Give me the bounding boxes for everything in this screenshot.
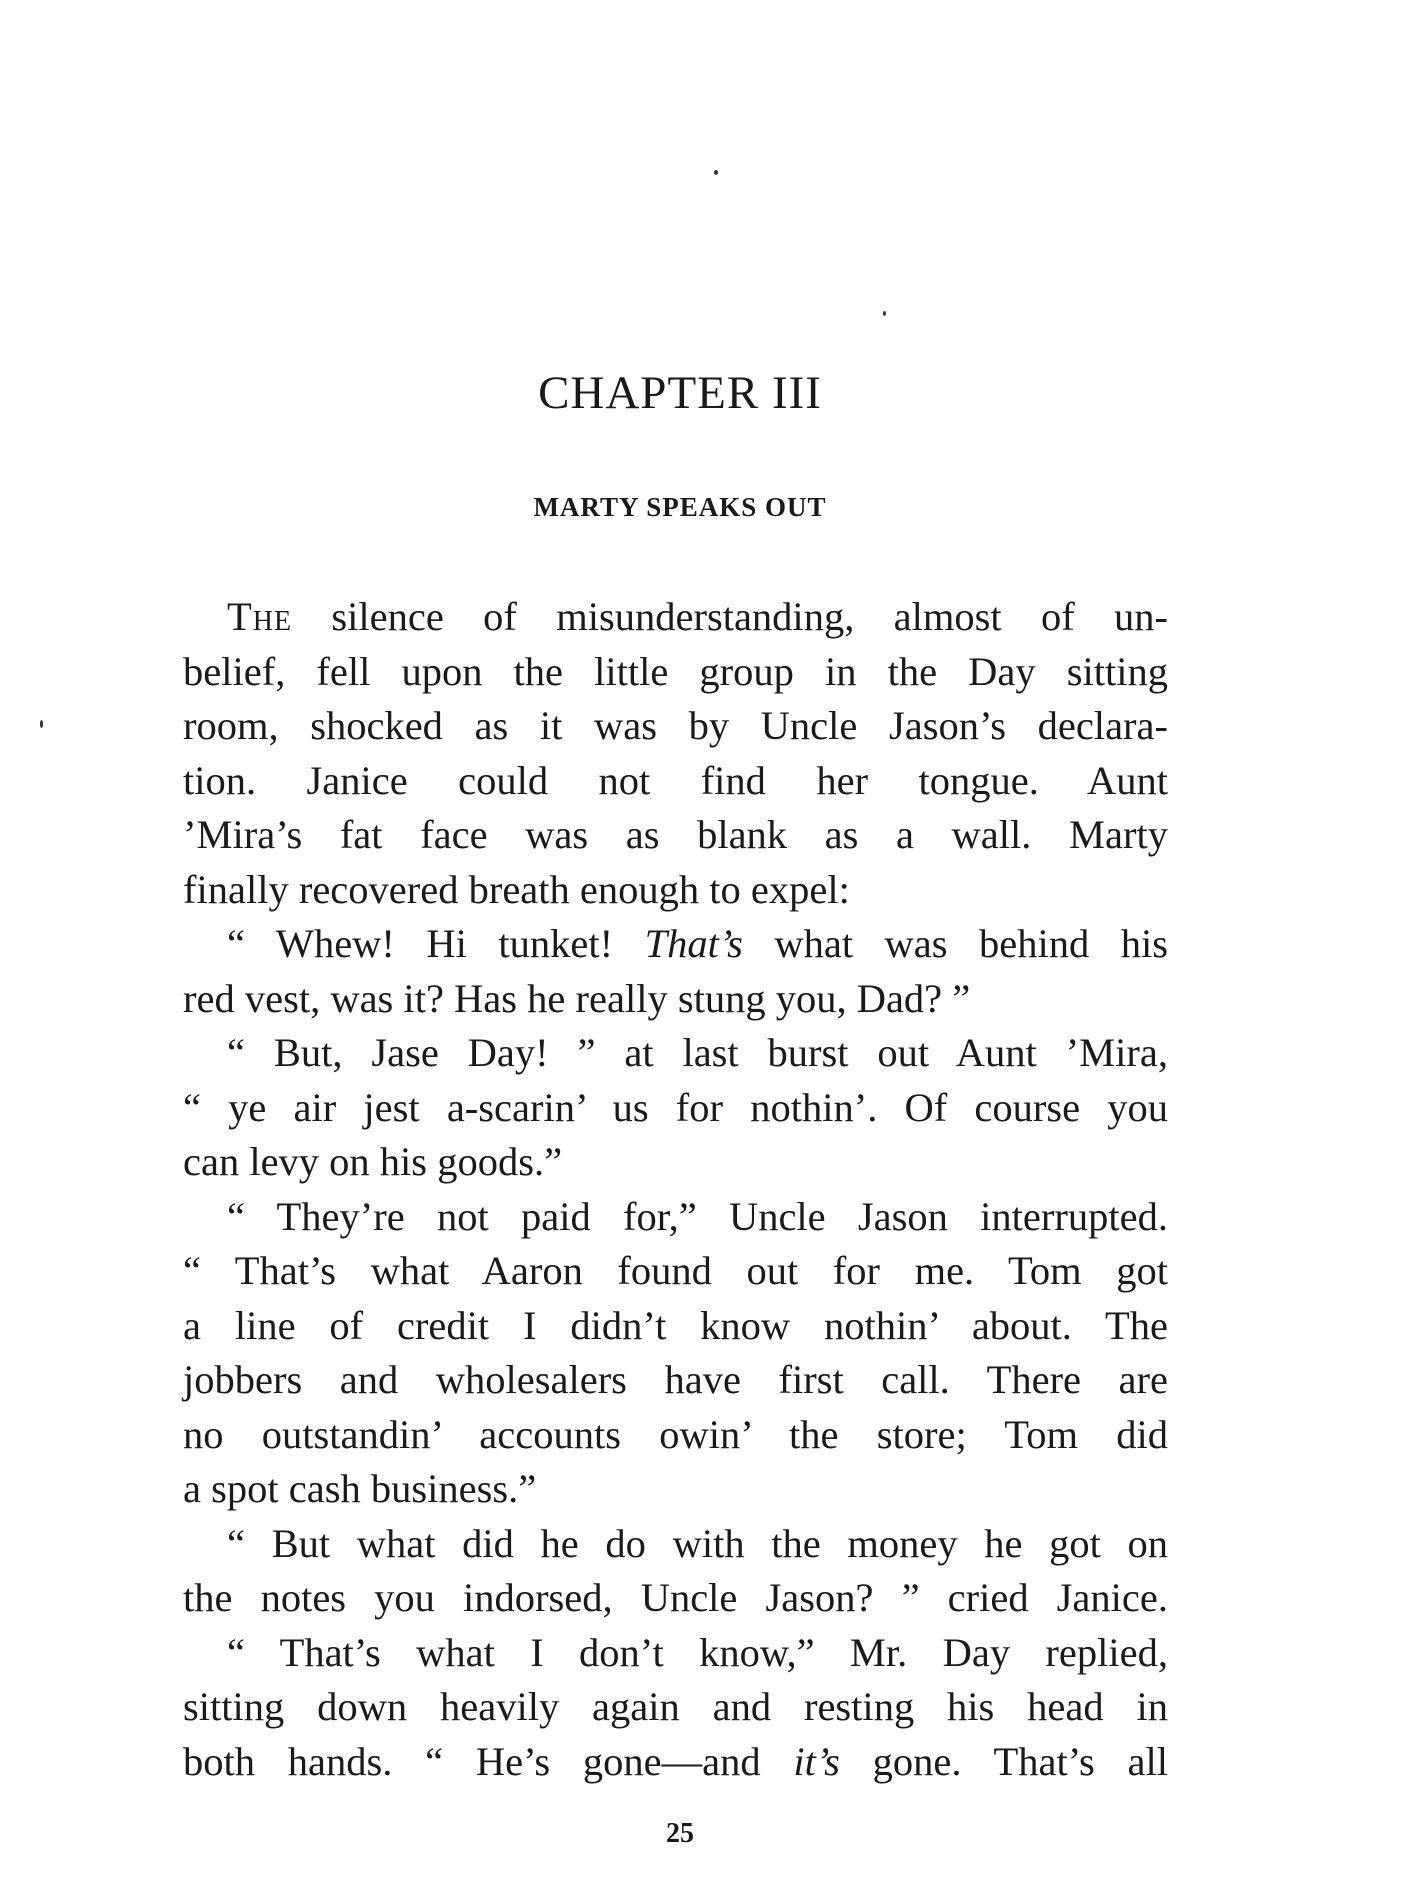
line-text: “ But, Jase Day! ” at last burst out Aunt ’Mira, (227, 1030, 1168, 1075)
text-line (183, 1626, 1168, 1681)
text-line (183, 1244, 1168, 1299)
text-line (183, 699, 1168, 754)
text-line (183, 1408, 1168, 1463)
text-line (183, 1026, 1168, 1081)
line-text: “ But what did he do with the money he got on (227, 1520, 1168, 1566)
text-line (183, 1081, 1168, 1136)
text-line (183, 1735, 1168, 1790)
text-line (183, 645, 1168, 700)
opening-word: The (227, 594, 293, 639)
emphasis-text: That’s (644, 921, 743, 966)
line-text: sitting down heavily again and resting his head in (183, 1684, 1168, 1729)
text-line (183, 1190, 1168, 1245)
line-text: “ ye air jest a-scarin’ us for nothin’. Of course you (183, 1084, 1168, 1130)
text-line (183, 1135, 1168, 1190)
line-text: room, shocked as it was by Uncle Jason’s declara- (183, 703, 1168, 748)
text-line (183, 972, 1168, 1027)
line-text: jobbers and wholesalers have first call. There are (183, 1357, 1168, 1402)
text-line (183, 590, 1168, 645)
text-line (183, 917, 1168, 972)
line-text: belief, fell upon the little group in the Day sitting (183, 648, 1168, 694)
text-line (183, 1299, 1168, 1354)
text-line (183, 863, 1168, 918)
line-text: “ Whew! Hi tunket! (227, 921, 645, 966)
emphasis-text: it’s (793, 1738, 840, 1784)
line-text: “ That’s what Aaron found out for me. Tom got (183, 1248, 1168, 1293)
text-line (183, 1462, 1168, 1517)
page-number: 25 (666, 1818, 694, 1849)
ink-speck (714, 170, 718, 175)
text-line (183, 1680, 1168, 1735)
line-text: can levy on his goods.” (183, 1139, 563, 1184)
line-text: both hands. “ He’s gone—and (183, 1738, 794, 1784)
line-text: gone. That’s all (839, 1738, 1168, 1784)
text-line (183, 1353, 1168, 1408)
ink-speck (883, 311, 886, 316)
line-text: red vest, was it? Has he really stung you, Dad? ” (183, 975, 971, 1021)
line-text: a line of credit I didn’t know nothin’ about. The (183, 1302, 1168, 1348)
line-text: tion. Janice could not find her tongue. Aunt (183, 757, 1168, 803)
line-text: the notes you indorsed, Uncle Jason? ” cried Janice. (183, 1575, 1168, 1620)
line-text: silence of misunderstanding, almost of un- (292, 594, 1168, 639)
line-text: no outstandin’ accounts owin’ the store; Tom did (183, 1411, 1168, 1457)
line-text: “ They’re not paid for,” Uncle Jason interrupted. (227, 1193, 1168, 1239)
line-text: a spot cash business.” (183, 1466, 537, 1511)
text-line (183, 754, 1168, 809)
text-line (183, 1571, 1168, 1626)
text-line (183, 1517, 1168, 1572)
text-line (183, 808, 1168, 863)
chapter-title: CHAPTER III (538, 367, 822, 419)
line-text: finally recovered breath enough to expel: (183, 866, 850, 912)
ink-speck (40, 720, 43, 728)
chapter-subtitle: MARTY SPEAKS OUT (533, 492, 827, 522)
line-text: what was behind his (742, 921, 1168, 966)
line-text: “ That’s what I don’t know,” Mr. Day replied, (227, 1629, 1168, 1675)
body-text (183, 590, 1168, 1789)
line-text: ’Mira’s fat face was as blank as a wall. Marty (183, 812, 1168, 857)
